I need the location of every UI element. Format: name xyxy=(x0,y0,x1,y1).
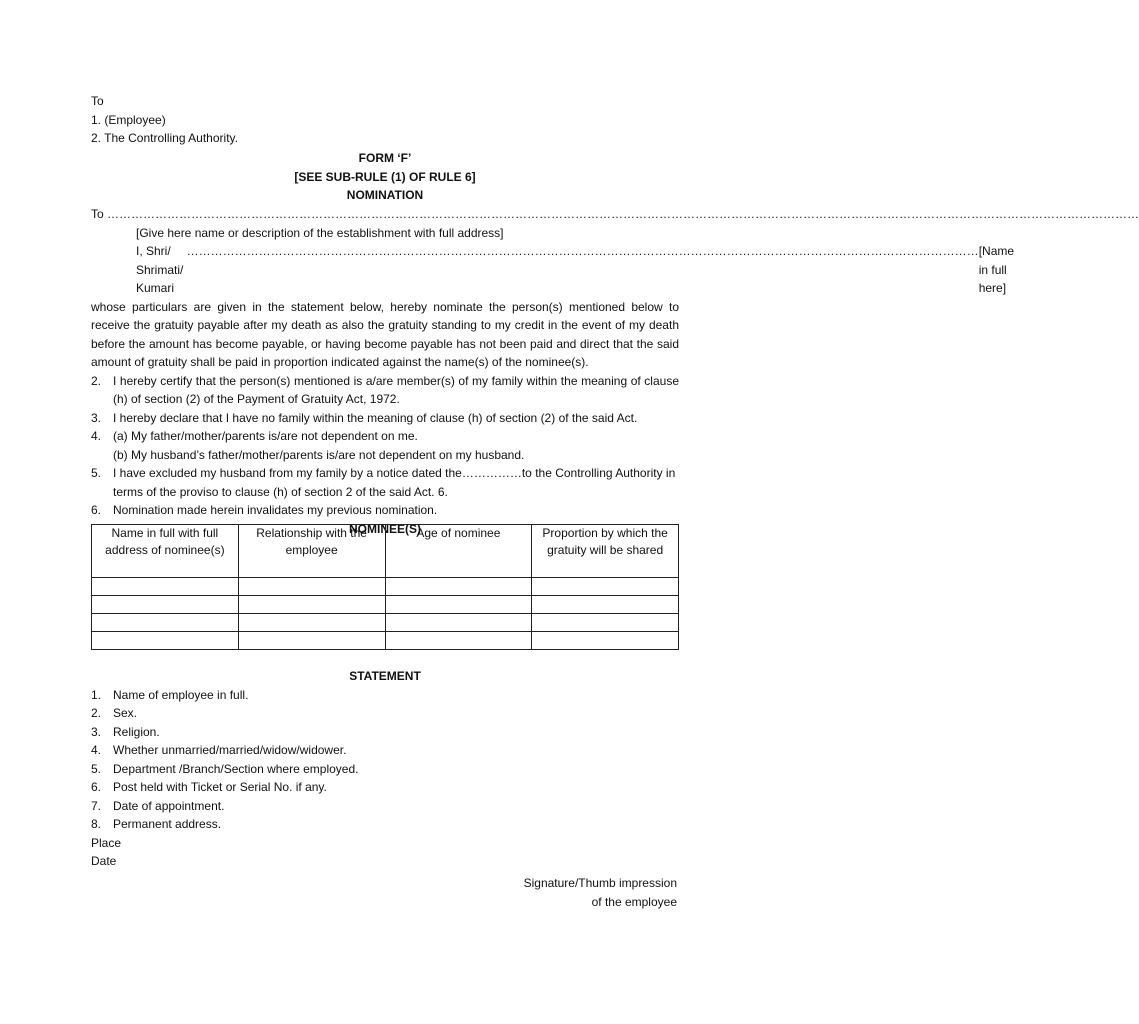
form-title: FORM ‘F’ xyxy=(358,151,412,165)
table-row xyxy=(92,578,679,596)
table-row xyxy=(92,632,679,650)
table-cell[interactable] xyxy=(385,614,532,632)
nominees-table xyxy=(91,524,679,650)
list-item: 3. I hereby declare that I have no family within the meaning of clause (h) of section (2) of the said Act. xyxy=(91,410,638,425)
table-header-row xyxy=(92,525,679,578)
name-prefix: I, Shri/ Shrimati/ Kumari xyxy=(136,244,184,295)
column-header-name-address: Name in full with full address of nominee(s) xyxy=(92,525,239,578)
establishment-hint: [Give here name or description of the establishment with full address] xyxy=(136,225,504,240)
table-cell[interactable] xyxy=(532,614,679,632)
list-item: 2. I hereby certify that the person(s) mentioned is a/are member(s) of my family within the meaning of clause (h) of section (2) of the Payment of Gratuity Act, 1972. xyxy=(91,373,679,406)
table-cell[interactable] xyxy=(532,578,679,596)
list-item: (b) My husband’s father/mother/parents is/are not dependent on my husband. xyxy=(113,447,525,462)
table-cell[interactable] xyxy=(92,578,239,596)
place-label: Place xyxy=(91,835,122,850)
list-item: 1. Name of employee in full. xyxy=(91,687,249,702)
list-item: 4. (a) My father/mother/parents is/are not dependent on me. xyxy=(91,429,418,443)
to-establishment-line xyxy=(91,205,1139,224)
list-item: 6. Nomination made herein invalidates my previous nomination. xyxy=(91,503,438,517)
list-item: 5. I have excluded my husband from my family by a notice dated the……………to the Controlling Authority in terms of the proviso to clause (h) of section 2 of the said Act. 6. xyxy=(91,466,676,499)
signature-sublabel: of the employee xyxy=(591,894,677,909)
form-title-block xyxy=(91,149,679,205)
nomination-paragraph: whose particulars are given in the statement below, hereby nominate the person(s) mentioned below to receive the gratuity payable after my death as also the gratuity standing to my credit in the event of my death before the amount has become payable, or having become payable has not been paid and direct that the said amount of gratuity shall be paid in proportion indicated against the name(s) of the nominee(s). xyxy=(91,299,679,369)
table-row xyxy=(92,614,679,632)
list-item: 5. Department /Branch/Section where employed. xyxy=(91,761,359,776)
table-row xyxy=(92,596,679,614)
table-cell[interactable] xyxy=(92,632,239,650)
declaration-list xyxy=(91,372,679,520)
establishment-blank: …………………………………………………………………………………………………………………………………………………………………………………………………………………………………… xyxy=(103,207,1139,221)
table-cell[interactable] xyxy=(385,578,532,596)
form-name: NOMINATION xyxy=(346,188,424,202)
addressee-employee: 1. (Employee) xyxy=(91,112,166,127)
to-prefix: To xyxy=(91,207,104,221)
table-cell[interactable] xyxy=(238,632,385,650)
nominees-heading: NOMINEE(S) xyxy=(349,521,421,536)
date-label: Date xyxy=(91,854,117,868)
table-cell[interactable] xyxy=(92,596,239,614)
column-header-relationship: Relationship with the employee xyxy=(238,525,385,578)
to-label: To xyxy=(91,94,104,108)
nomination-body xyxy=(91,205,1139,538)
employee-name-blank: ……………………………………………………………………………………………………………………………………………………………………………… xyxy=(183,244,979,258)
table-cell[interactable] xyxy=(92,614,239,632)
table-cell[interactable] xyxy=(238,596,385,614)
list-item: 2. Sex. xyxy=(91,706,138,720)
list-item: 7. Date of appointment. xyxy=(91,798,225,813)
list-item: 8. Permanent address. xyxy=(91,817,222,831)
statement-list xyxy=(91,686,679,834)
statement-block xyxy=(91,667,679,871)
table-cell[interactable] xyxy=(385,632,532,650)
signature-block xyxy=(524,874,677,911)
employee-name-line xyxy=(91,242,1015,298)
column-header-age: Age of nominee xyxy=(385,525,532,578)
table-cell[interactable] xyxy=(532,596,679,614)
name-suffix: [Name in full here] xyxy=(978,244,1015,295)
table-cell[interactable] xyxy=(238,614,385,632)
addressee-controlling-authority: 2. The Controlling Authority. xyxy=(91,131,238,145)
form-rule-reference: [SEE SUB-RULE (1) OF RULE 6] xyxy=(294,169,476,184)
list-item: 6. Post held with Ticket or Serial No. if any. xyxy=(91,780,327,794)
table-cell[interactable] xyxy=(238,578,385,596)
table-cell[interactable] xyxy=(385,596,532,614)
table-cell[interactable] xyxy=(532,632,679,650)
addressee-block xyxy=(91,92,679,148)
column-header-proportion: Proportion by which the gratuity will be shared xyxy=(532,525,679,578)
list-item: 4. Whether unmarried/married/widow/widower. xyxy=(91,743,347,757)
list-item: 3. Religion. xyxy=(91,724,160,739)
signature-label: Signature/Thumb impression xyxy=(523,876,677,890)
statement-heading: STATEMENT xyxy=(349,669,421,683)
